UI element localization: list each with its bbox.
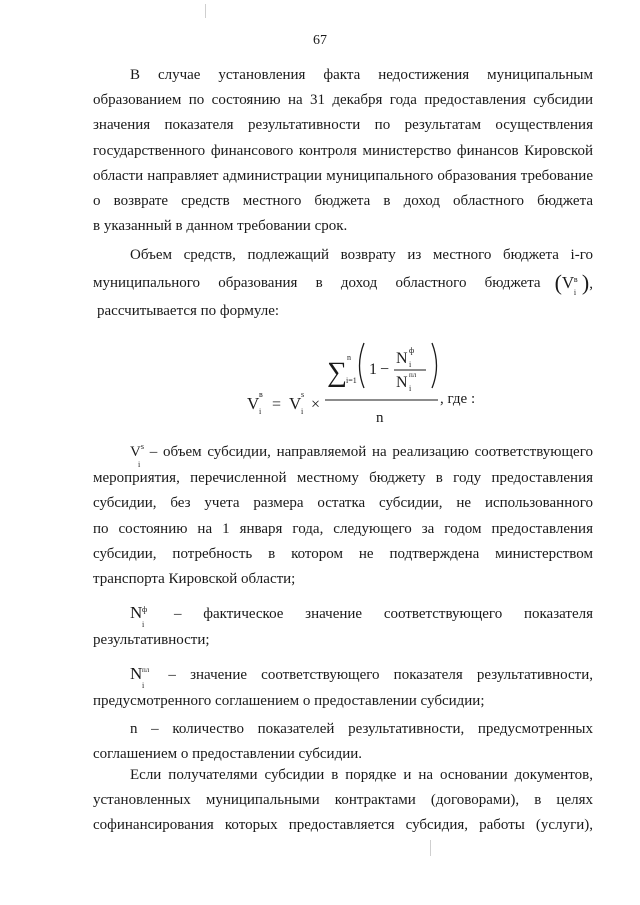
text-line: мероприятия, перечисленной местному бюджету в году предоставления [93, 470, 593, 487]
text-line: о возврате средств местного бюджета в доход областного бюджета [93, 193, 593, 210]
text-line: государственного финансового контроля министерство финансов Кировской [93, 142, 593, 159]
definition-nf-line: N ф i – фактическое значение соответствующего показателя [130, 603, 593, 630]
scan-artifact [205, 4, 206, 18]
text-line: муниципального образования в доход областного бюджета [93, 275, 541, 292]
text-line: субсидии, без учета размера остатка субсидии, не использованного [93, 495, 593, 512]
text-line: образованием по состоянию на 31 декабря года предоставления субсидии [93, 92, 593, 109]
formula-block [0, 330, 640, 435]
formula-npl: N [396, 374, 408, 391]
text-line: установленных муниципальными контрактами (договорами), в целях [93, 792, 593, 809]
text-line: значения показателя результативности по результатам осуществления [93, 117, 593, 134]
formula-nf-sup: ф [409, 346, 415, 355]
text-line: соглашением о предоставлении субсидии. [93, 745, 363, 762]
text-line: Если получателями субсидии в порядке и на основании документов, [130, 767, 593, 783]
formula-minus: − [380, 361, 390, 378]
formula-equals: = [272, 396, 282, 413]
text-line: субсидии, потребность в котором не подтверждена министерством [93, 545, 593, 562]
text-line: софинансирования которых предоставляется субсидия, работы (услуги), [93, 817, 593, 834]
formula-left-paren [360, 343, 365, 388]
formula-sum-sign: ∑ [327, 357, 347, 388]
page-number: 67 [313, 33, 327, 48]
text-line: области направляет администрации муниципального образования требование [93, 167, 593, 184]
text-line: в указанный в данном требовании срок. [93, 218, 348, 235]
formula-one: 1 [369, 361, 377, 378]
nf-symbol: N ф i [130, 603, 148, 630]
formula-vs: V [289, 394, 302, 413]
formula-times: × [311, 396, 321, 413]
text-line: рассчитывается по формуле: [97, 303, 280, 320]
npl-symbol: N пл i [130, 664, 150, 691]
formula-denominator: n [376, 410, 384, 426]
text-line: В случае установления факта недостижения муниципальным [130, 67, 593, 83]
formula-right-paren [432, 343, 437, 388]
formula-svg [0, 330, 640, 435]
formula-sum-upper: n [347, 353, 351, 362]
formula-sum-lower: i=1 [346, 376, 357, 385]
formula-lhs-sup: в [259, 390, 263, 399]
formula-vs-sup: s [301, 390, 305, 399]
scan-artifact [430, 840, 431, 856]
formula-lhs: V [247, 394, 260, 413]
text-line: Объем средств, подлежащий возврату из местного бюджета i-го [130, 247, 593, 263]
formula-npl-sub: i [409, 384, 412, 393]
text-line: по состоянию на 1 января года, следующего за годом предоставления [93, 520, 593, 537]
definition-n-line: n – количество показателей результативности, предусмотренных [130, 720, 593, 737]
definitions-block [93, 440, 593, 767]
formula-lhs-sub: i [259, 407, 262, 416]
formula-nf: N [396, 350, 408, 367]
text-line: транспорта Кировской области; [93, 571, 296, 588]
paragraph-volume-formula-intro [93, 243, 593, 324]
formula-vs-sub: i [301, 407, 304, 416]
formula-tail: , где : [440, 391, 476, 407]
formula-nf-sub: i [409, 360, 412, 369]
definition-vs-line: $V^s$ i – объем субсидии, направляемой на реализацию соответствующего [130, 442, 593, 469]
paragraph-return-requirement [93, 63, 593, 239]
text-line: результативности; [93, 632, 210, 649]
paragraph-recipients [93, 763, 593, 839]
v-return-symbol: (V в i ), [554, 270, 593, 298]
text-line-with-symbol [93, 268, 593, 299]
definition-npl-line: N пл i – значение соответствующего показателя результативности, [130, 664, 593, 691]
vs-symbol: $V^s$ i [130, 442, 144, 469]
formula-npl-sup: пл [409, 371, 417, 379]
text-line: предусмотренного соглашением о предоставлении субсидии; [93, 693, 485, 710]
